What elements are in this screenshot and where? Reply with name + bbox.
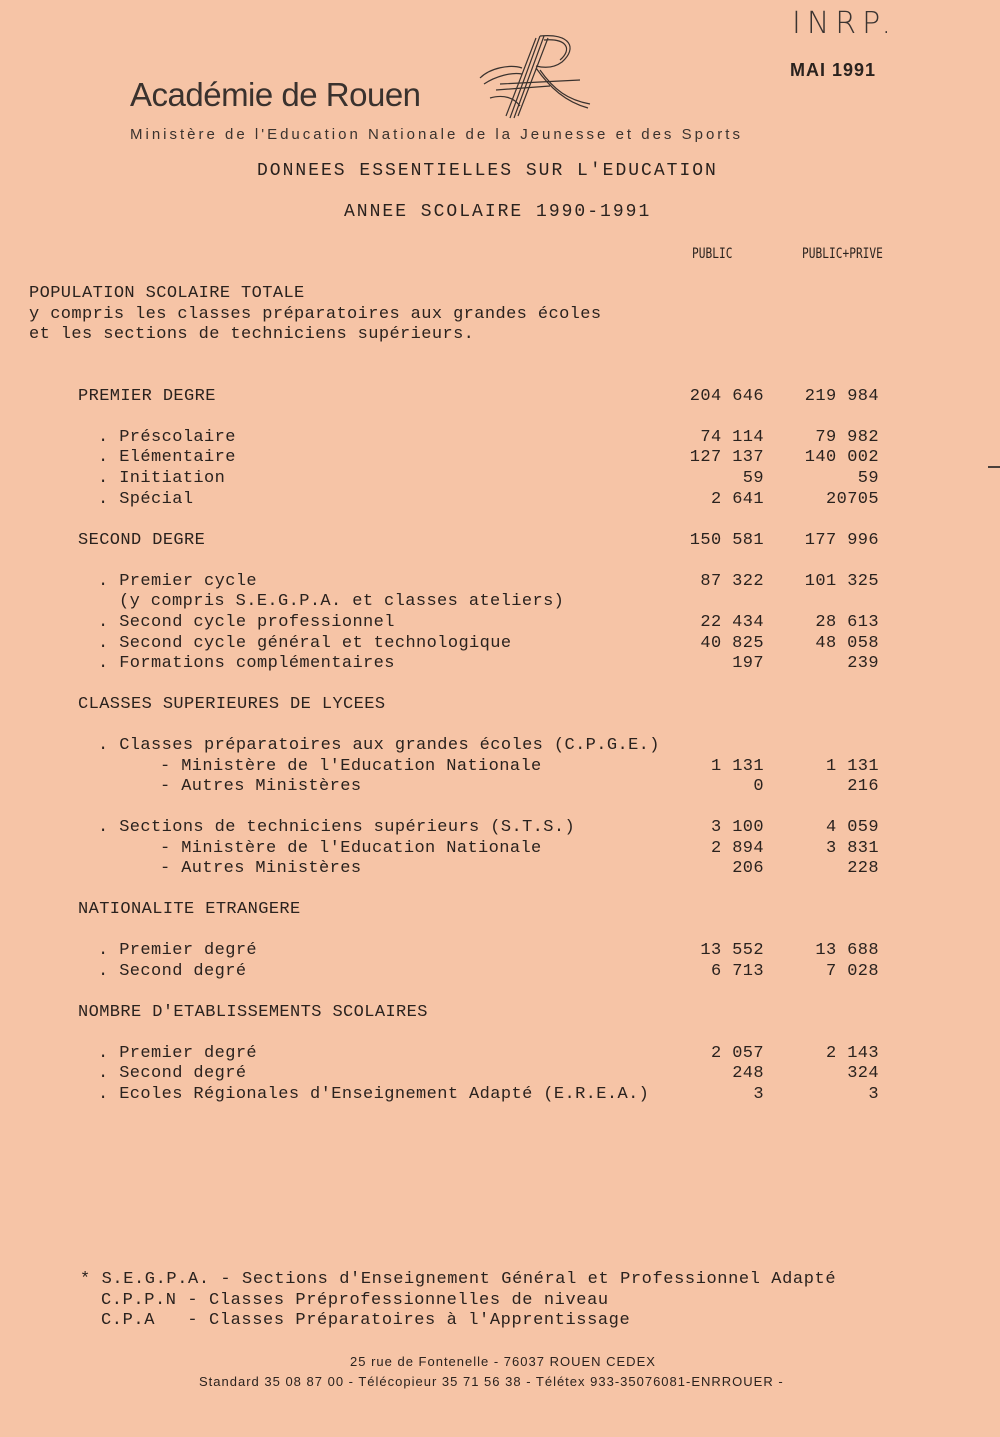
- ministry-line: Ministère de l'Education Nationale de la Jeunesse et des Sports: [130, 126, 743, 143]
- value-public: 2 641: [710, 490, 764, 509]
- academy-name: Académie de Rouen: [130, 76, 421, 113]
- value-public: 2 894: [710, 839, 764, 858]
- table-row: [0, 900, 1000, 920]
- value-public-prive: 20705: [825, 490, 879, 509]
- academy-logo: [470, 28, 600, 128]
- table-row: [0, 1003, 1000, 1023]
- table-row: [0, 428, 1000, 448]
- row-label: NATIONALITE ETRANGERE: [78, 900, 301, 919]
- value-public: 6 713: [710, 962, 764, 981]
- row-label: SECOND DEGRE: [78, 531, 206, 550]
- intro-line: y compris les classes préparatoires aux grandes écoles: [29, 305, 602, 324]
- value-public: 2 057: [710, 1044, 764, 1063]
- column-header-public-prive: PUBLIC+PRIVE: [802, 246, 883, 262]
- table-row: [0, 448, 1000, 468]
- value-public-prive: 177 996: [804, 531, 879, 550]
- value-public: 74 114: [700, 428, 764, 447]
- value-public-prive: 13 688: [815, 941, 879, 960]
- value-public-prive: 1 131: [825, 757, 879, 776]
- row-label: . Ecoles Régionales d'Enseignement Adapté (E.R.E.A.): [98, 1085, 650, 1104]
- table-row: [0, 531, 1000, 551]
- value-public-prive: 28 613: [815, 613, 879, 632]
- row-label: . Second degré: [98, 1064, 247, 1083]
- value-public-prive: 101 325: [804, 572, 879, 591]
- value-public: 87 322: [700, 572, 764, 591]
- row-label: . Premier degré: [98, 1044, 258, 1063]
- row-label: - Autres Ministères: [160, 777, 362, 796]
- value-public-prive: 4 059: [825, 818, 879, 837]
- value-public-prive: 59: [857, 469, 879, 488]
- footnote: * S.E.G.P.A. - Sections d'Enseignement Général et Professionnel Adapté: [80, 1270, 837, 1289]
- school-year-title: ANNEE SCOLAIRE 1990-1991: [344, 202, 652, 222]
- table-row: [0, 859, 1000, 879]
- row-label: NOMBRE D'ETABLISSEMENTS SCOLAIRES: [78, 1003, 428, 1022]
- row-label: . Premier degré: [98, 941, 258, 960]
- row-label: . Premier cycle: [98, 572, 258, 591]
- row-label: . Initiation: [98, 469, 226, 488]
- footnote: C.P.P.N - Classes Préprofessionnelles de niveau: [101, 1291, 609, 1310]
- row-label: . Spécial: [98, 490, 194, 509]
- value-public: 3: [753, 1085, 764, 1104]
- table-row: [0, 736, 1000, 756]
- row-label: PREMIER DEGRE: [78, 387, 216, 406]
- value-public-prive: 324: [847, 1064, 879, 1083]
- table-row: [0, 654, 1000, 674]
- address-line: 25 rue de Fontenelle - 76037 ROUEN CEDEX: [350, 1354, 656, 1369]
- row-label: (y compris S.E.G.P.A. et classes ateliers): [119, 592, 565, 611]
- table-row: [0, 613, 1000, 633]
- row-label: . Second cycle général et technologique: [98, 634, 512, 653]
- table-row: [0, 572, 1000, 592]
- table-row: [0, 818, 1000, 838]
- table-row: [0, 1064, 1000, 1084]
- table-row: [0, 757, 1000, 777]
- table-row: [0, 387, 1000, 407]
- value-public-prive: 3: [868, 1085, 879, 1104]
- row-label: CLASSES SUPERIEURES DE LYCEES: [78, 695, 386, 714]
- value-public-prive: 48 058: [815, 634, 879, 653]
- value-public-prive: 3 831: [825, 839, 879, 858]
- value-public: 206: [732, 859, 764, 878]
- table-row: [0, 839, 1000, 859]
- value-public: 197: [732, 654, 764, 673]
- value-public-prive: 140 002: [804, 448, 879, 467]
- value-public: 0: [753, 777, 764, 796]
- value-public: 22 434: [700, 613, 764, 632]
- table-row: [0, 777, 1000, 797]
- value-public-prive: 239: [847, 654, 879, 673]
- row-label: . Sections de techniciens supérieurs (S.T.S.): [98, 818, 576, 837]
- value-public-prive: 228: [847, 859, 879, 878]
- value-public: 3 100: [710, 818, 764, 837]
- row-label: - Ministère de l'Education Nationale: [160, 839, 542, 858]
- intro-heading: POPULATION SCOLAIRE TOTALE: [29, 284, 305, 303]
- row-label: - Ministère de l'Education Nationale: [160, 757, 542, 776]
- table-row: [0, 1044, 1000, 1064]
- document-title: DONNEES ESSENTIELLES SUR L'EDUCATION: [257, 161, 718, 181]
- column-header-public: PUBLIC: [692, 246, 733, 262]
- value-public: 40 825: [700, 634, 764, 653]
- value-public: 13 552: [700, 941, 764, 960]
- value-public: 204 646: [689, 387, 764, 406]
- value-public: 150 581: [689, 531, 764, 550]
- value-public-prive: 219 984: [804, 387, 879, 406]
- table-row: [0, 941, 1000, 961]
- row-label: . Classes préparatoires aux grandes écoles (C.P.G.E.): [98, 736, 660, 755]
- row-label: . Elémentaire: [98, 448, 236, 467]
- value-public-prive: 79 982: [815, 428, 879, 447]
- value-public: 127 137: [689, 448, 764, 467]
- document-date: MAI 1991: [790, 60, 877, 80]
- table-row: [0, 634, 1000, 654]
- value-public-prive: 216: [847, 777, 879, 796]
- footnote: C.P.A - Classes Préparatoires à l'Apprentissage: [101, 1311, 631, 1330]
- value-public: 1 131: [710, 757, 764, 776]
- table-row: [0, 695, 1000, 715]
- value-public: 59: [742, 469, 764, 488]
- table-row: [0, 962, 1000, 982]
- value-public-prive: 7 028: [825, 962, 879, 981]
- table-row: [0, 469, 1000, 489]
- table-row: [0, 1085, 1000, 1105]
- row-label: . Préscolaire: [98, 428, 236, 447]
- row-label: - Autres Ministères: [160, 859, 362, 878]
- row-label: . Second cycle professionnel: [98, 613, 395, 632]
- contact-line: Standard 35 08 87 00 - Télécopieur 35 71 56 38 - Télétex 933-35076081-ENRROUER -: [199, 1374, 784, 1389]
- row-label: . Formations complémentaires: [98, 654, 395, 673]
- table-row: [0, 490, 1000, 510]
- row-label: . Second degré: [98, 962, 247, 981]
- value-public-prive: 2 143: [825, 1044, 879, 1063]
- handwritten-note: INRP.: [792, 6, 898, 41]
- value-public: 248: [732, 1064, 764, 1083]
- table-row: [0, 592, 1000, 612]
- intro-line: et les sections de techniciens supérieurs.: [29, 325, 475, 344]
- margin-mark: [988, 466, 1000, 468]
